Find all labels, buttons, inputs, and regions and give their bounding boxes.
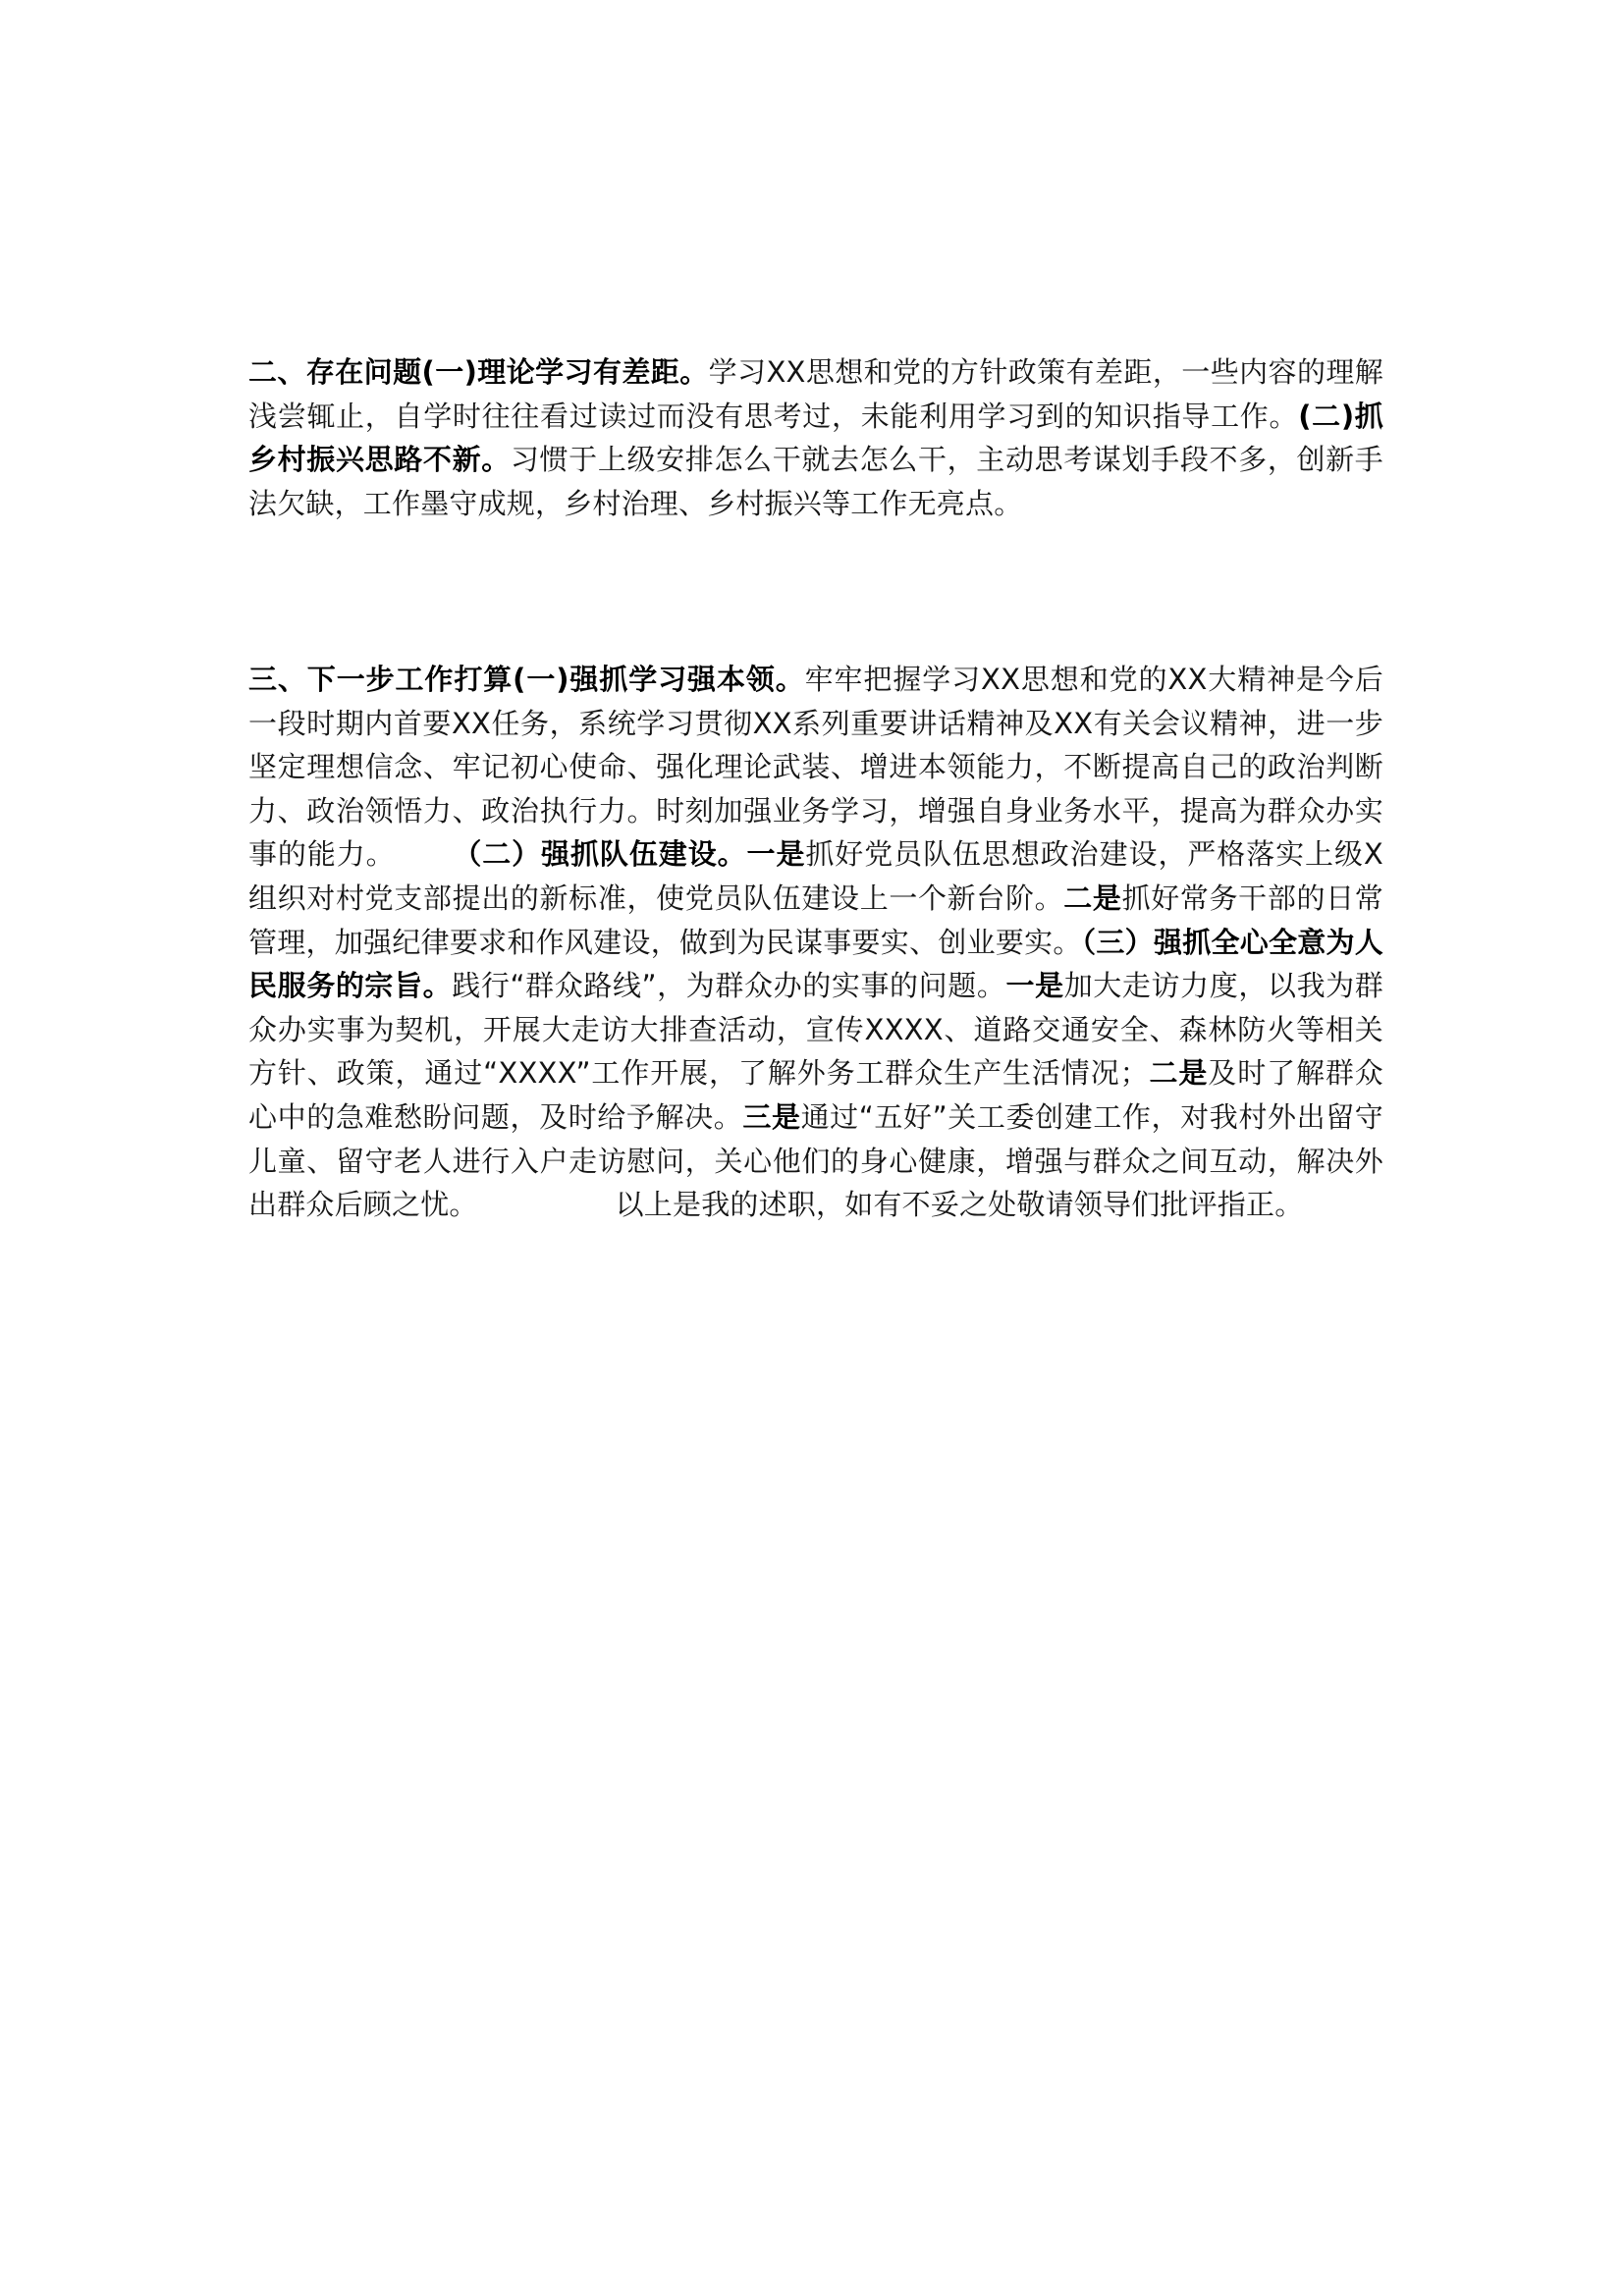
section-three-item3-point1-text: 加大走访力度，以我为群众办实事为契机，开展大走访大排查活动，宣传XXXX、道路交通安全、森林防火等相关方针、政策，通过“XXXX”工作开展，了解外务工群众生产生活情况； [248, 969, 1383, 1091]
section-three-item3-point2-label: 二是 [1148, 1056, 1209, 1091]
section-three-paragraph [248, 658, 1383, 1227]
section-three-item3-intro: 践行“群众路线”，为群众办的实事的问题。 [452, 969, 1006, 1003]
section-three-item2-point1-text: 抓好党员队伍思想政治建设，严格落实上级X组织对村党支部提出的新标准，使党员队伍建设上一个新台阶。 [248, 837, 1383, 915]
section-three-item2-point1-label: 一是 [746, 837, 806, 872]
section-three-item1-title: (一)强抓学习强本领。 [513, 663, 805, 696]
section-three-heading: 三、下一步工作打算 [248, 663, 514, 696]
closing-sentence: 以上是我的述职，如有不妥之处敬请领导们批评指正。 [615, 1188, 1304, 1222]
section-three-item3-title: （三）强抓全心全意为人民服务的宗旨。 [248, 925, 1383, 1003]
section-two-item2-title: (二)抓乡村振兴思路不新。 [248, 399, 1383, 477]
section-two-heading: 二、存在问题 [248, 355, 422, 389]
section-three-item2-point2-label: 二是 [1063, 881, 1122, 915]
section-three-item3-point1-label: 一是 [1005, 969, 1064, 1003]
section-two-item2-text: 习惯于上级安排怎么干就去怎么干，主动思考谋划手段不多，创新手法欠缺，工作墨守成规，乡村治理、乡村振兴等工作无亮点。 [248, 443, 1383, 520]
section-three-item2-title: （二）强抓队伍建设。 [452, 837, 747, 872]
section-two-item1-title: (一)理论学习有差距。 [421, 355, 709, 389]
section-three-item2-point2-text: 抓好常务干部的日常管理，加强纪律要求和作风建设，做到为民谋事要实、创业要实。 [248, 881, 1383, 959]
section-three-item3-point3-label: 三是 [742, 1099, 801, 1134]
section-two-item1-text: 学习XX思想和党的方针政策有差距，一些内容的理解浅尝辄止，自学时往往看过读过而没有思考过，未能利用学习到的知识指导工作。 [248, 355, 1383, 433]
section-three-item3-point2-text: 及时了解群众心中的急难愁盼问题，及时给予解决。 [248, 1056, 1383, 1134]
section-three-item3-point3-text: 通过“五好”关工委创建工作，对我村外出留守儿童、留守老人进行入户走访慰问，关心他们的身心健康，增强与群众之间互动，解决外出群众后顾之忧。 [248, 1099, 1383, 1222]
section-two-paragraph [248, 350, 1383, 525]
section-three-item1-text: 牢牢把握学习XX思想和党的XX大精神是今后一段时期内首要XX任务，系统学习贯彻XX系列重要讲话精神及XX有关会议精神，进一步坚定理想信念、牢记初心使命、强化理论武装、增进本领能力，不断提高自己的政治判断力、政治领悟力、政治执行力。时刻加强业务学习，增强自身业务水平，提高为群众办实事的能力。 [248, 663, 1383, 872]
